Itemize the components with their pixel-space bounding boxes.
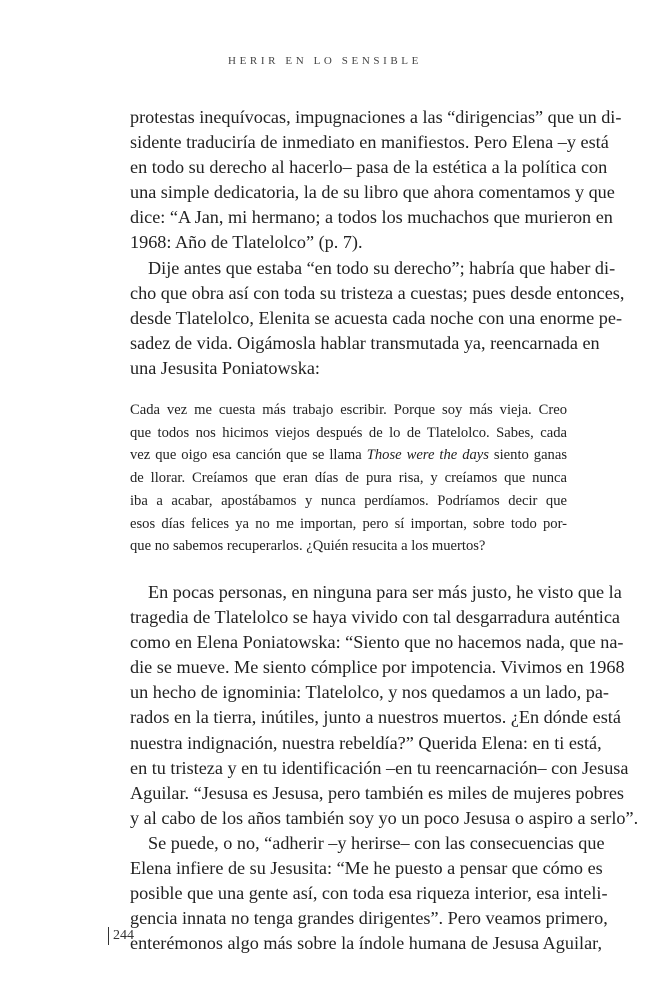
- text-line: sadez de vida. Oigámosla hablar transmutada ya, reencarnada en: [130, 332, 600, 353]
- text-line: Se puede, o no, “adherir –y herirse– con las consecuencias que: [148, 832, 605, 853]
- quote-line: esos días felices ya no me importan, pero sí importan, sobre todo por-: [130, 515, 567, 532]
- paragraph-1: [130, 105, 622, 256]
- text-line: Elena infiere de su Jesusita: “Me he puesto a pensar que cómo es: [130, 857, 603, 878]
- text-line: una Jesusita Poniatowska:: [130, 357, 320, 378]
- text-line: cho que obra así con toda su tristeza a cuestas; pues desde entonces,: [130, 282, 625, 303]
- text-line: Dije antes que estaba “en todo su derecho”; habría que haber di-: [148, 257, 616, 278]
- text-line: sidente traduciría de inmediato en manifiestos. Pero Elena –y está: [130, 132, 609, 153]
- paragraph-2: [130, 256, 625, 381]
- text-line: en todo su derecho al hacerlo– pasa de la estética a la política con: [130, 157, 608, 178]
- text-line: una simple dedicatoria, la de su libro que ahora comentamos y que: [130, 182, 615, 203]
- text-line: protestas inequívocas, impugnaciones a las “dirigencias” que un di-: [130, 107, 622, 127]
- text-line: enterémonos algo más sobre la índole humana de Jesusa Aguilar,: [130, 933, 603, 954]
- text-line: nuestra indignación, nuestra rebeldía?” Querida Elena: en ti está,: [130, 732, 602, 753]
- page-number: 244: [108, 927, 134, 945]
- text-line: un hecho de ignominia: Tlatelolco, y nos quedamos a un lado, pa-: [130, 682, 609, 703]
- text-line: como en Elena Poniatowska: “Siento que no hacemos nada, que na-: [130, 632, 624, 653]
- paragraph-3: [130, 580, 639, 831]
- text-line: y al cabo de los años también soy yo un poco Jesusa o aspiro a serlo”.: [130, 807, 639, 828]
- text-line: tragedia de Tlatelolco se haya vivido con tal desgarradura auténtica: [130, 607, 621, 628]
- quote-line: que todos nos hicimos viejos después de lo de Tlatelolco. Sabes, cada: [130, 424, 567, 441]
- running-header: HERIR EN LO SENSIBLE: [228, 55, 422, 67]
- block-quote: [130, 399, 567, 558]
- text-line: 1968: Año de Tlatelolco” (p. 7).: [130, 232, 363, 253]
- quote-line-start: vez que oigo esa canción que se llama: [130, 447, 367, 464]
- page-body: [130, 105, 639, 956]
- quote-line: iba a acabar, apostábamos y nunca perdíamos. Podríamos decir que: [130, 492, 567, 509]
- text-line: posible que una gente así, con toda esa riqueza interior, esa inteli-: [130, 883, 608, 904]
- text-line: die se mueve. Me siento cómplice por impotencia. Vivimos en 1968: [130, 657, 625, 678]
- paragraph-4: [130, 831, 608, 956]
- text-line: rados en la tierra, inútiles, junto a nuestros muertos. ¿En dónde está: [130, 707, 621, 728]
- quote-line: que no sabemos recuperarlos. ¿Quién resucita a los muertos?: [130, 538, 486, 555]
- quote-line: de llorar. Creíamos que eran días de pura risa, y creíamos que nunca: [130, 470, 567, 487]
- quote-line: [130, 444, 567, 467]
- text-line: gencia innata no tenga grandes dirigentes”. Pero veamos primero,: [130, 908, 608, 929]
- text-line: desde Tlatelolco, Elenita se acuesta cada noche con una enorme pe-: [130, 307, 623, 328]
- quote-line: Cada vez me cuesta más trabajo escribir. Porque soy más vieja. Creo: [130, 402, 567, 419]
- text-line: Aguilar. “Jesusa es Jesusa, pero también es miles de mujeres pobres: [130, 782, 624, 803]
- text-line: En pocas personas, en ninguna para ser más justo, he visto que la: [148, 581, 622, 602]
- text-line: en tu tristeza y en tu identificación –en tu reencarnación– con Jesusa: [130, 757, 629, 778]
- song-title: Those were the days: [366, 447, 489, 464]
- quote-line-end: siento ganas: [488, 447, 567, 464]
- text-line: dice: “A Jan, mi hermano; a todos los muchachos que murieron en: [130, 207, 613, 228]
